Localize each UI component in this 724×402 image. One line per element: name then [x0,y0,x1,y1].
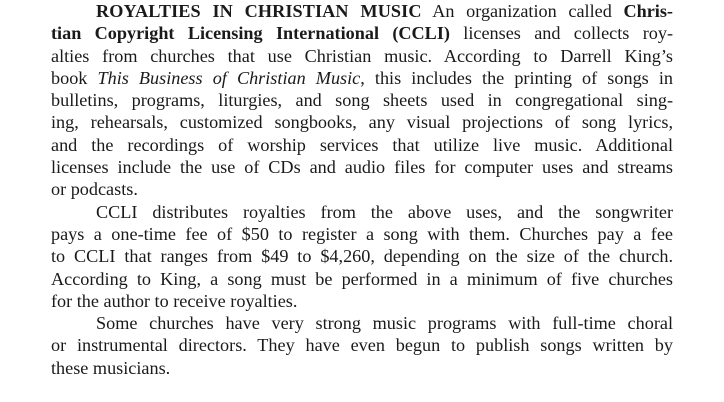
text-line: for the author to receive royalties. [51,290,298,311]
text-line: to CCLI that ranges from $49 to $4,260, depending on the size of the church. [51,246,673,267]
text-line: bulletins, programs, liturgies, and song sheets used in congregational sing- [51,90,673,111]
text-line: alties from churches that use Christian music. According to Darrell King’s [51,45,673,66]
text-line: or instrumental directors. They have even begun to publish songs written by [51,335,673,356]
text-line: According to King, a song must be performed in a minimum of five churches [51,268,673,289]
text-line: licenses include the use of CDs and audio files for computer uses and streams [51,157,673,178]
book-title: This Business of Christian Music [97,67,361,88]
text-line: these musicians. [51,357,171,378]
paragraph-2 [51,201,673,312]
text-line: tian Copyright Licensing International (CCLI) licenses and collects roy- [51,23,673,44]
text-line: ROYALTIES IN CHRISTIAN MUSIC An organization called Chris- [96,1,673,21]
document-page [51,0,673,379]
text-line: book This Business of Christian Music, this includes the printing of songs in [51,67,673,88]
text-line: Some churches have very strong music programs with full-time choral [96,313,673,334]
paragraph-1 [51,0,673,201]
text-line: CCLI distributes royalties from the above uses, and the songwriter [96,201,673,222]
text-line: ing, rehearsals, customized songbooks, any visual projections of song lyrics, [51,112,673,133]
ccli-name: tian Copyright Licensing International (CCLI) [51,23,450,44]
paragraph-3 [51,312,673,379]
text-line: and the recordings of worship services that utilize live music. Additional [51,134,673,155]
text-line: pays a one-time fee of $50 to register a song with them. Churches pay a fee [51,223,673,244]
section-heading: ROYALTIES IN CHRISTIAN MUSIC [96,1,422,21]
text-line: or podcasts. [51,179,138,200]
